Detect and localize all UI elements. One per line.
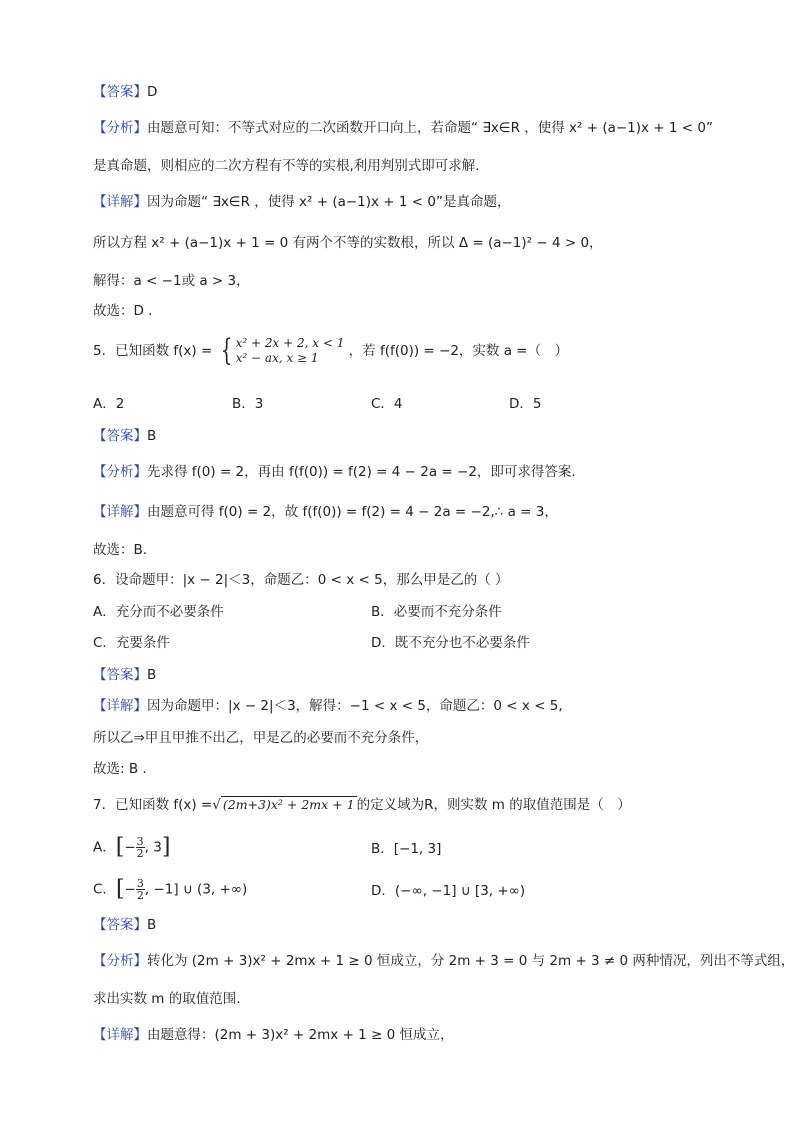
q4-detail-line3: 解得：a < −1或 a > 3，: [93, 273, 250, 289]
bracket-icon: ]: [161, 834, 171, 860]
q6-option-d[interactable]: D．既不充分也不必要条件: [371, 635, 530, 651]
q5-option-d[interactable]: D．5: [509, 396, 542, 412]
q6-conclusion: 故选: B .: [93, 761, 147, 777]
q6-stem: 6．设命题甲：|x − 2|＜3，命题乙：0 < x < 5，那么甲是乙的（ ）: [93, 572, 509, 588]
q7-detail-line1: [93, 1026, 454, 1044]
analysis-text: 先求得 f(0) = 2，再由 f(f(0)) = f(2) = 4 − 2a = −2，即可求得答案.: [147, 464, 576, 480]
q7-answer: [93, 916, 156, 934]
answer-value: B: [147, 667, 157, 683]
option-rest: , −1] ∪ (3, +∞): [144, 881, 248, 898]
piecewise-cases: [236, 336, 345, 366]
q6-option-c[interactable]: C．充要条件: [93, 635, 170, 651]
q6-option-b[interactable]: B．必要而不充分条件: [371, 604, 502, 620]
q5-stem-prefix: 5．已知函数 f(x) =: [93, 343, 213, 359]
answer-tag: 【答案】: [93, 84, 147, 100]
answer-value: D: [147, 84, 158, 100]
detail-tag: 【详解】: [93, 1027, 147, 1043]
detail-text: 由题意得：(2m + 3)x² + 2mx + 1 ≥ 0 恒成立，: [147, 1027, 454, 1043]
fraction-denominator: 2: [136, 847, 144, 860]
q5-detail: [93, 503, 558, 521]
answer-tag: 【答案】: [93, 667, 147, 683]
q7-stem-suffix: 的定义域为R，则实数 m 的取值范围是（ ）: [356, 797, 631, 813]
detail-text: 因为命题甲：|x − 2|＜3，解得：−1 < x < 5，命题乙：0 < x < 5,: [147, 698, 563, 714]
analysis-tag: 【分析】: [93, 953, 147, 969]
q6-answer: [93, 666, 156, 684]
q7-stem: [93, 796, 631, 814]
q7-stem-prefix: 7．已知函数 f(x) =: [93, 797, 213, 813]
q4-analysis-line2: 是真命题，则相应的二次方程有不等的实根,利用判别式即可求解.: [93, 158, 480, 174]
analysis-tag: 【分析】: [93, 464, 147, 480]
sqrt-icon: √: [212, 797, 221, 813]
q4-analysis-line1: [93, 119, 713, 137]
q5-option-a[interactable]: A．2: [93, 396, 125, 412]
fraction-numerator: 3: [136, 877, 144, 890]
detail-tag: 【详解】: [93, 504, 147, 520]
analysis-text: 转化为 (2m + 3)x² + 2mx + 1 ≥ 0 恒成立，分 2m + 3 = 0 与 2m + 3 ≠ 0 两种情况，列出不等式组，: [147, 953, 794, 969]
q6-detail-line1: [93, 697, 563, 715]
bracket-icon: [: [115, 876, 125, 902]
brace-icon: {: [220, 333, 232, 368]
q4-answer: [93, 83, 157, 101]
option-label: A．: [93, 839, 116, 856]
fraction: [136, 878, 145, 901]
q5-stem-suffix: ，若 f(f(0)) = −2，实数 a =（ ）: [348, 343, 569, 359]
q4-detail-line1: [93, 193, 510, 211]
q4-detail-line2: 所以方程 x² + (a−1)x + 1 = 0 有两个不等的实数根，所以 Δ = (a−1)² − 4 > 0，: [93, 235, 603, 251]
q6-option-a[interactable]: A．充分而不必要条件: [93, 604, 224, 620]
q4-conclusion: 故选：D .: [93, 303, 153, 319]
detail-tag: 【详解】: [93, 698, 147, 714]
fraction-denominator: 2: [136, 889, 144, 902]
sqrt-body: (2m+3)x² + 2mx + 1: [222, 797, 355, 812]
detail-text: 由题意可得 f(0) = 2，故 f(f(0)) = f(2) = 4 − 2a = −2,∴ a = 3，: [147, 504, 558, 520]
q7-analysis-line1: [93, 952, 794, 970]
bracket-icon: [: [115, 834, 125, 860]
analysis-text: 由题意可知：不等式对应的二次函数开口向上，若命题“ ∃x∈R ，使得 x² + (a−1)x + 1 < 0”: [147, 120, 713, 136]
q5-analysis: [93, 463, 576, 481]
q7-option-b[interactable]: B．[−1, 3]: [371, 841, 442, 857]
answer-value: B: [147, 917, 157, 933]
q5-conclusion: 故选：B.: [93, 542, 148, 558]
q5-answer: [93, 427, 156, 445]
detail-text: 因为命题“ ∃x∈R ，使得 x² + (a−1)x + 1 < 0”是真命题，: [147, 194, 511, 210]
fraction: [136, 836, 145, 859]
piecewise-case-2: x² − ax, x ≥ 1: [235, 351, 319, 365]
q5-stem: [93, 333, 569, 368]
detail-tag: 【详解】: [93, 194, 147, 210]
piecewise-case-1: x² + 2x + 2, x < 1: [235, 336, 345, 350]
q7-analysis-line2: 求出实数 m 的取值范围.: [93, 991, 241, 1007]
q7-option-d[interactable]: D．(−∞, −1] ∪ [3, +∞): [371, 883, 526, 899]
q7-option-c[interactable]: C．[− $\frac{3}{2}$, −1] ∪ (3, +∞): [93, 876, 248, 902]
q7-option-a[interactable]: A．[− $\frac{3}{2}$, 3]: [93, 834, 171, 860]
analysis-tag: 【分析】: [93, 120, 147, 136]
q6-detail-line2: 所以乙⇒甲且甲推不出乙，甲是乙的必要而不充分条件，: [93, 730, 429, 746]
q5-option-c[interactable]: C．4: [371, 396, 403, 412]
q5-option-b[interactable]: B．3: [232, 396, 264, 412]
answer-tag: 【答案】: [93, 428, 147, 444]
option-rest: , 3: [144, 839, 162, 856]
option-label: C．: [93, 881, 116, 898]
answer-value: B: [147, 428, 157, 444]
answer-tag: 【答案】: [93, 917, 147, 933]
fraction-numerator: 3: [136, 835, 144, 848]
